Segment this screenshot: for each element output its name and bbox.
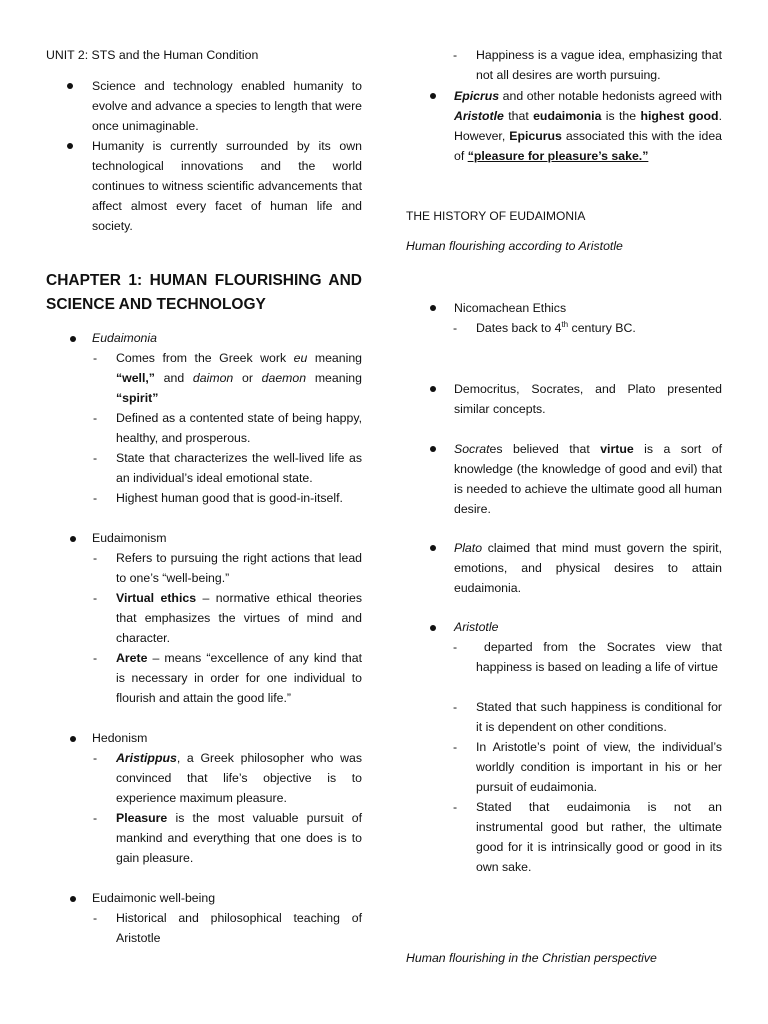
dash-marker: - — [453, 321, 458, 335]
dash-marker: - — [93, 351, 98, 365]
subtitle-aristotle: Human flourishing according to Aristotle — [406, 239, 623, 253]
nicomachean-def-1: Dates back to 4th century BC. — [476, 319, 636, 335]
aristotle-def-2: Stated that such happiness is conditional for it is dependent on other conditions. — [476, 700, 722, 734]
aristotle-def-1: departed from the Socrates view that happiness is based on leading a life of virtue — [476, 640, 722, 674]
aristotle-def-3: In Aristotle’s point of view, the individual’s worldly condition is important in his or her pursuit of eudaimonia. — [476, 740, 722, 794]
unit-bullet-2: Humanity is currently surrounded by its own technological innovations and the world continues to witness scientific advancements that affect almost every facet of human life and society. — [92, 139, 362, 233]
bullet-icon — [430, 446, 436, 452]
dash-marker: - — [453, 700, 458, 714]
eudaimonia-def-1: Comes from the Greek work eu meaning “well,” and daimon or daemon meaning “spirit” — [116, 351, 362, 405]
bullet-icon — [70, 536, 76, 542]
hedonism-heading: Hedonism — [92, 731, 148, 745]
dash-marker: - — [93, 551, 98, 565]
aristotle-heading: Aristotle — [454, 620, 499, 634]
dash-marker: - — [453, 800, 458, 814]
bullet-icon — [67, 83, 73, 89]
subtitle-christian: Human flourishing in the Christian perspective — [406, 951, 657, 965]
hedonism-def-1: Aristippus, a Greek philosopher who was convinced that life’s objective is to experience maximum pleasure. — [116, 751, 362, 805]
aristotle-def-4: Stated that eudaimonia is not an instrumental good but rather, the ultimate good for it is intrinsically good or good in its own sake. — [476, 800, 722, 874]
eudaimonia-def-3: State that characterizes the well-lived life as an individual’s ideal emotional state. — [116, 451, 362, 485]
dash-marker: - — [93, 651, 98, 665]
eudaimonia-def-4: Highest human good that is good-in-itself. — [116, 491, 343, 505]
bullet-icon — [430, 625, 436, 631]
unit-bullet-1: Science and technology enabled humanity to evolve and advance a species to length that were once unimaginable. — [92, 79, 362, 133]
bullet-icon — [70, 336, 76, 342]
bullet-icon — [70, 896, 76, 902]
bullet-icon — [430, 386, 436, 392]
dash-marker: - — [93, 751, 98, 765]
dash-marker: - — [93, 811, 98, 825]
eudaimonism-def-1: Refers to pursuing the right actions that lead to one’s “well-being.” — [116, 551, 362, 585]
history-title: THE HISTORY OF EUDAIMONIA — [406, 209, 586, 223]
dash-marker: - — [453, 640, 458, 654]
bullet-icon — [67, 143, 73, 149]
eudaimonia-def-2: Defined as a contented state of being happy, healthy, and prosperous. — [116, 411, 362, 445]
unit-title: UNIT 2: STS and the Human Condition — [46, 48, 259, 62]
epicrus-paragraph: Epicrus and other notable hedonists agreed with Aristotle that eudaimonia is the highest good. However, Epicurus associated this with the idea of “pleasure for pleasure’s sake.” — [454, 89, 722, 163]
socrates-paragraph: Socrates believed that virtue is a sort of knowledge (the knowledge of good and evil) that is needed to achieve the ultimate good all human desire. — [454, 442, 723, 516]
dash-marker: - — [453, 740, 458, 754]
hedonism-def-2: Pleasure is the most valuable pursuit of mankind and everything that one does is to gain pleasure. — [116, 811, 362, 865]
bullet-icon — [430, 545, 436, 551]
dash-marker: - — [93, 451, 98, 465]
nicomachean-heading: Nicomachean Ethics — [454, 301, 567, 315]
dash-marker: - — [93, 491, 98, 505]
hedonism-def-3: Happiness is a vague idea, emphasizing that not all desires are worth pursuing. — [476, 48, 722, 82]
plato-paragraph: Plato claimed that mind must govern the spirit, emotions, and physical desires to attain eudaimonia. — [454, 541, 722, 595]
eudaimonia-heading: Eudaimonia — [92, 331, 157, 345]
eudaimonism-def-2: Virtual ethics – normative ethical theories that emphasizes the virtues of mind and character. — [116, 591, 362, 645]
wellbeing-heading: Eudaimonic well-being — [92, 891, 216, 905]
wellbeing-def-1: Historical and philosophical teaching of Aristotle — [116, 911, 362, 945]
bullet-icon — [430, 305, 436, 311]
eudaimonism-def-3: Arete – means “excellence of any kind that is necessary in order for one individual to flourish and attain the good life.” — [116, 651, 362, 705]
dash-marker: - — [453, 48, 458, 62]
dash-marker: - — [93, 411, 98, 425]
chapter-title: CHAPTER 1: HUMAN FLOURISHING AND SCIENCE AND TECHNOLOGY — [46, 272, 362, 313]
eudaimonism-heading: Eudaimonism — [92, 531, 167, 545]
bullet-icon — [430, 93, 436, 99]
democritus-paragraph: Democritus, Socrates, and Plato presented similar concepts. — [454, 382, 722, 416]
bullet-icon — [70, 736, 76, 742]
dash-marker: - — [93, 591, 98, 605]
dash-marker: - — [93, 911, 98, 925]
